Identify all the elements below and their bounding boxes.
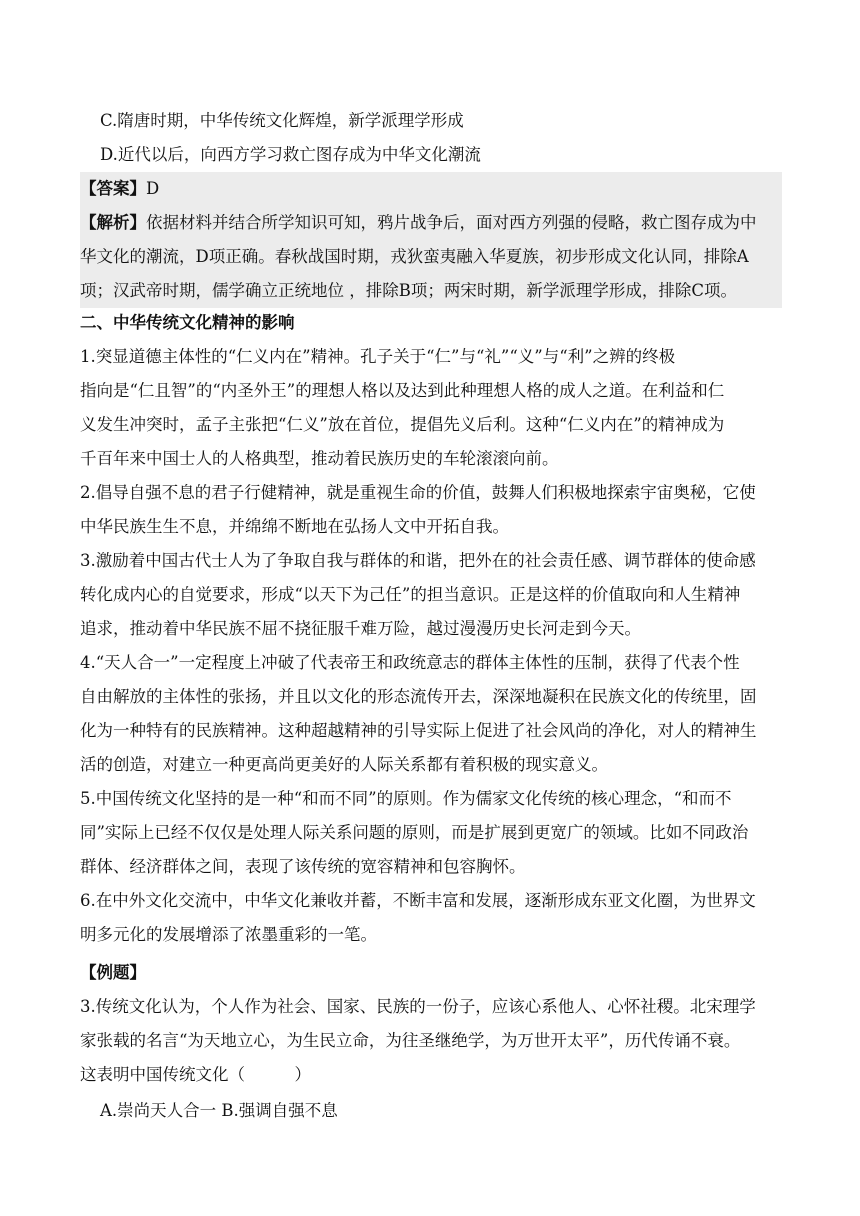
paragraph-line: 1.突显道德主体性的“仁义内在”精神。孔子关于“仁”与“礼”“义”与“利”之辨的终极 xyxy=(80,347,676,366)
analysis-label: 【解析】 xyxy=(80,213,146,232)
paragraph-line: 2.倡导自强不息的君子行健精神，就是重视生命的价值，鼓舞人们积极地探索宇宙奥秘，它使 xyxy=(80,483,756,502)
answer-label: 【答案】 xyxy=(80,179,146,198)
paragraph-line: 指向是“仁且智”的“内圣外王”的理想人格以及达到此种理想人格的成人之道。在利益和仁 xyxy=(80,381,725,400)
paragraph-line: 同”实际上已经不仅仅是处理人际关系问题的原则，而是扩展到更宽广的领域。比如不同政治 xyxy=(80,823,749,842)
paragraph-line: 明多元化的发展增添了浓墨重彩的一笔。 xyxy=(80,925,377,944)
paragraph-line: 活的创造，对建立一种更高尚更美好的人际关系都有着积极的现实意义。 xyxy=(80,755,608,774)
analysis-line-2: 华文化的潮流，D项正确。春秋战国时期，戎狄蛮夷融入华夏族，初步形成文化认同，排除A xyxy=(80,247,749,266)
paragraph-line: 6.在中外文化交流中，中华文化兼收并蓄，不断丰富和发展，逐渐形成东亚文化圈，为世界文 xyxy=(80,891,756,910)
paragraph-line: 追求，推动着中华民族不屈不挠征服千难万险，越过漫漫历史长河走到今天。 xyxy=(80,619,641,638)
paragraph-line: 中华民族生生不息，并绵绵不断地在弘扬人文中开拓自我。 xyxy=(80,517,509,536)
paragraph-line: 4.“天人合一”一定程度上冲破了代表帝王和政统意志的群体主体性的压制，获得了代表个性 xyxy=(80,653,740,672)
option-c: C.隋唐时期，中华传统文化辉煌，新学派理学形成 xyxy=(100,111,464,130)
example-heading: 【例题】 xyxy=(80,963,146,982)
section-heading: 二、中华传统文化精神的影响 xyxy=(80,313,295,332)
answer-line xyxy=(80,172,780,206)
paragraph-line: 义发生冲突时，孟子主张把“仁义”放在首位，提倡先义后利。这种“仁义内在”的精神成为 xyxy=(80,415,725,434)
question-line: 这表明中国传统文化（ ） xyxy=(80,1065,311,1084)
paragraph-line: 5.中国传统文化坚持的是一种“和而不同”的原则。作为儒家文化传统的核心理念，“和而不 xyxy=(80,789,732,808)
question-line: 3.传统文化认为，个人作为社会、国家、民族的一份子，应该心系他人、心怀社稷。北宋理学 xyxy=(80,997,756,1016)
paragraph-line: 群体、经济群体之间，表现了该传统的宽容精神和包容胸怀。 xyxy=(80,857,526,876)
paragraph-line: 转化成内心的自觉要求，形成“以天下为己任”的担当意识。正是这样的价值取向和人生精神 xyxy=(80,585,741,604)
paragraph-line: 千百年来中国士人的人格典型，推动着民族历史的车轮滚滚向前。 xyxy=(80,449,559,468)
option-d: D.近代以后，向西方学习救亡图存成为中华文化潮流 xyxy=(100,145,481,164)
question-options: A.崇尚天人合一 B.强调自强不息 xyxy=(100,1101,338,1120)
question-line: 家张载的名言“为天地立心，为生民立命，为往圣继绝学，为万世开太平”，历代传诵不衰。 xyxy=(80,1031,741,1050)
paragraph-line: 化为一种特有的民族精神。这种超越精神的引导实际上促进了社会风尚的净化，对人的精神生 xyxy=(80,721,757,740)
analysis-line-1: 【解析】依据材料并结合所学知识可知，鸦片战争后，面对西方列强的侵略，救亡图存成为中 xyxy=(80,213,757,232)
paragraph-line: 3.激励着中国古代士人为了争取自我与群体的和谐，把外在的社会责任感、调节群体的使命感 xyxy=(80,551,756,570)
answer-value: D xyxy=(146,179,160,198)
paragraph-line: 自由解放的主体性的张扬，并且以文化的形态流传开去，深深地凝积在民族文化的传统里，固 xyxy=(80,687,757,706)
analysis-line-3: 项；汉武帝时期，儒学确立正统地位 ，排除B项；两宋时期，新学派理学形成，排除C项。 xyxy=(80,281,737,300)
